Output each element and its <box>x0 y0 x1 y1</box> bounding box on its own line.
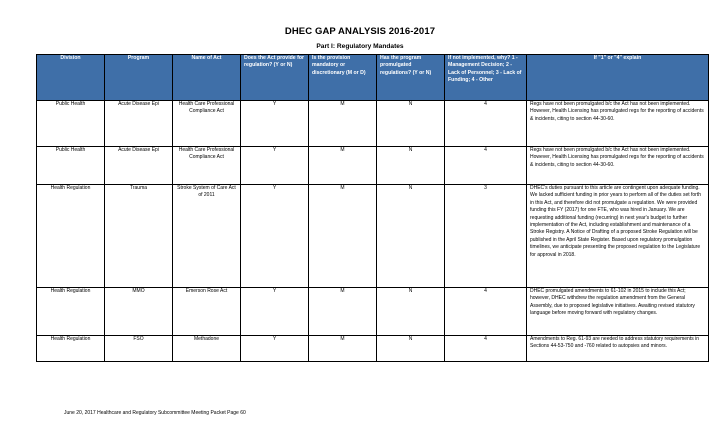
col-header-division: Division <box>37 55 105 101</box>
cell-program: Trauma <box>105 185 173 288</box>
cell-division: Public Health <box>37 147 105 185</box>
cell-explain: Regs have not been promulgated b/c the Act has not been implemented. However, Health Licensing has promulgated regs for the reporting of accidents & incidents, citing to section 44-30-60. <box>527 147 709 185</box>
cell-reason: 4 <box>445 147 527 185</box>
cell-provides: Y <box>241 101 309 147</box>
cell-provides: Y <box>241 336 309 362</box>
cell-division: Public Health <box>37 101 105 147</box>
cell-act: Health Care Professional Compliance Act <box>173 147 241 185</box>
cell-explain: DHEC's duties pursuant to this article are contingent upon adequate funding. We lacked sufficient funding in prior years to perform all of the duties set forth in this Act, and therefore did not promulgate a regulation. We were provided funding this FY (2017) for one FTE, who was hired in January. We are requesting additional funding (recurring) in next year's budget to further implementation of the Act, including establishment and maintenance of a Stroke Registry. A Notice of Drafting of a proposed Stroke Regulation will be published in the April State Register. Based upon regulatory promulgation timelines, we anticipate presenting the proposed regulation to the Legislature for approval in 2018. <box>527 185 709 288</box>
cell-explain: DHEC promulgated amendments to 61-102 in 2015 to include this Act; however, DHEC withdrew the regulation amendment from the General Assembly, due to proposed legislative initiatives. Awaiting revised statutory language before moving forward with regulatory changes. <box>527 288 709 336</box>
page-footer: June 20, 2017 Healthcare and Regulatory Subcommittee Meeting Packet Page 60 <box>64 410 246 416</box>
cell-promulgated: N <box>377 288 445 336</box>
cell-provides: Y <box>241 185 309 288</box>
document-title: DHEC GAP ANALYSIS 2016-2017 <box>284 26 436 37</box>
cell-mandatory: M <box>309 288 377 336</box>
cell-act: Health Care Professional Compliance Act <box>173 101 241 147</box>
cell-act: Stroke System of Care Act of 2011 <box>173 185 241 288</box>
table-row <box>37 185 709 288</box>
col-header-program: Program <box>105 55 173 101</box>
cell-provides: Y <box>241 288 309 336</box>
cell-program: Acute Disease Epi <box>105 101 173 147</box>
cell-promulgated: N <box>377 336 445 362</box>
cell-act: Methadone <box>173 336 241 362</box>
cell-reason: 4 <box>445 336 527 362</box>
cell-reason: 4 <box>445 101 527 147</box>
cell-program: MMO <box>105 288 173 336</box>
col-header-mandatory: Is the provision mandatory or discretionary (M or D) <box>309 55 377 101</box>
cell-reason: 3 <box>445 185 527 288</box>
cell-promulgated: N <box>377 147 445 185</box>
cell-division: Health Regulation <box>37 288 105 336</box>
cell-reason: 4 <box>445 288 527 336</box>
table-header-row <box>37 55 709 101</box>
table-row <box>37 288 709 336</box>
document-subtitle: Part I: Regulatory Mandates <box>316 43 404 50</box>
cell-division: Health Regulation <box>37 185 105 288</box>
col-header-why-not-implemented: If not implemented, why? 1 - Management Decision; 2 - Lack of Personnel; 3 - Lack of Funding; 4 - Other <box>445 55 527 101</box>
cell-provides: Y <box>241 147 309 185</box>
table-row <box>37 147 709 185</box>
col-header-promulgated: Has the program promulgated regulations? (Y or N) <box>377 55 445 101</box>
cell-mandatory: M <box>309 336 377 362</box>
cell-program: Acute Disease Epi <box>105 147 173 185</box>
cell-mandatory: M <box>309 147 377 185</box>
cell-promulgated: N <box>377 101 445 147</box>
table-row <box>37 101 709 147</box>
cell-explain: Regs have not been promulgated b/c the Act has not been implemented. However, Health Licensing has promulgated regs for the reporting of accidents & incidents, citing to section 44-30-60. <box>527 101 709 147</box>
cell-mandatory: M <box>309 101 377 147</box>
col-header-provides-regulation: Does the Act provide for regulation? (Y or N) <box>241 55 309 101</box>
table-row <box>37 336 709 362</box>
cell-promulgated: N <box>377 185 445 288</box>
col-header-explain: If "1" or "4" explain <box>527 55 709 101</box>
cell-division: Health Regulation <box>37 336 105 362</box>
regulatory-mandates-table <box>36 54 709 362</box>
col-header-name-of-act: Name of Act <box>173 55 241 101</box>
cell-explain: Amendments to Reg. 61-93 are needed to address statutory requirements in Sections 44-53-750 and -760 related to autopsies and minors. <box>527 336 709 362</box>
cell-act: Emerson Rose Act <box>173 288 241 336</box>
cell-mandatory: M <box>309 185 377 288</box>
cell-program: FSO <box>105 336 173 362</box>
